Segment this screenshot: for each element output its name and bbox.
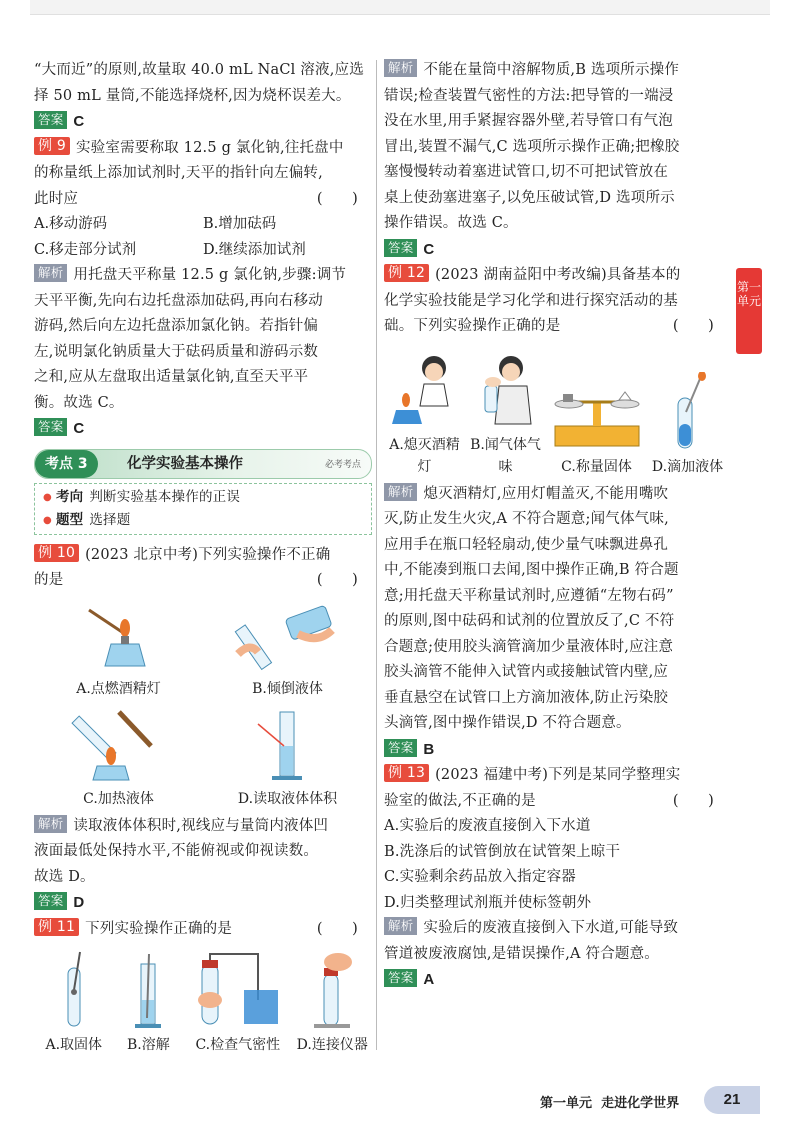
analysis-line: 应用手在瓶口轻轻扇动,使少量气味飘进鼻孔 [384, 536, 669, 553]
answer-row [384, 737, 728, 764]
example-11-figures [34, 950, 372, 1056]
example-12-tag: 例 12 [384, 264, 429, 282]
example-12-figures [384, 350, 728, 478]
figure-pour-liquid [208, 604, 368, 700]
example-10-figures-row1 [34, 604, 372, 700]
girl-blowing-lamp-icon [390, 350, 460, 430]
example-9-stem: 例 9 实验室需要称取 12.5 g 氯化钠,往托盘中 [34, 136, 372, 162]
example-13-stem: 例 13 (2023 福建中考)下列是某同学整理实 [384, 763, 728, 789]
answer-blank: ( ) [316, 572, 358, 588]
kaodian-header [34, 449, 372, 479]
example-9-stem-line: 的称量纸上添加试剂时,天平的指针向左偏转, [34, 165, 323, 181]
figure-caption: A.熄灭酒精灯 [389, 436, 460, 475]
answer-tag: 答案 [384, 739, 417, 757]
analysis-tag: 解析 [34, 264, 67, 282]
analysis-line: 解析 实验后的废液直接倒入下水道,可能导致 [384, 916, 728, 942]
answer-tag: 答案 [34, 111, 67, 129]
example-12-stem-line: 化学实验技能是学习化学和进行探究活动的基 [384, 292, 678, 309]
airtightness-check-icon [188, 950, 288, 1030]
answer-blank: ( ) [316, 920, 358, 937]
example-9-tag: 例 9 [34, 137, 70, 155]
intro-line: “大而近”的原则,故量取 40.0 mL NaCl 溶液,应选 [34, 62, 364, 78]
example-13-stem-line: 验室的做法,不正确的是 ( ) [384, 789, 728, 815]
footer-title: 走进化学世界 [601, 1096, 680, 1111]
left-column [34, 58, 372, 1056]
figure-caption: B.闻气体气味 [470, 436, 541, 475]
option-d: D.归类整理试剂瓶并使标签朝外 [384, 894, 592, 911]
analysis-line: 胶头滴管不能伸入试管内或接触试管内壁,应 [384, 664, 669, 680]
analysis-line: 垂直悬空在试管口上方滴加液体,防止污染胶 [384, 689, 669, 706]
answer-value: D [73, 894, 85, 911]
analysis-line: 塞慢慢转动着塞进试管口,切不可把试管放在 [384, 164, 669, 180]
answer-row [34, 109, 372, 136]
example-10-stem-line: 的是 ( ) [34, 568, 372, 594]
example-9-stem-line: 此时应 ( ) [34, 187, 372, 213]
analysis-line: 左,说明氯化钠质量大于砝码质量和游码示数 [34, 343, 319, 360]
answer-value: A [423, 971, 435, 988]
answer-blank: ( ) [316, 190, 358, 207]
figure-take-solid [34, 950, 114, 1056]
heat-liquid-icon [59, 706, 179, 784]
kaodian-title: 化学实验基本操作 [127, 455, 243, 472]
option-d: D.继续添加试剂 [203, 241, 306, 258]
analysis-line: 游码,然后向左边托盘添加氯化钠。若指针偏 [34, 318, 319, 334]
analysis-line: 桌上使劲塞进塞子,以免压破试管,D 选项所示 [384, 189, 675, 206]
example-10-figures-row2 [34, 706, 372, 810]
figure-light-lamp [39, 604, 199, 700]
kaodian-note: 必考考点 [324, 459, 361, 470]
answer-row [384, 237, 728, 264]
analysis-tag: 解析 [384, 59, 417, 77]
option-b: B.增加砝码 [203, 216, 277, 232]
figure-smell-gas [466, 350, 546, 478]
kaodian-badge: 考点 3 [35, 450, 98, 478]
analysis-line: 故选 D。 [34, 868, 95, 885]
option-b: B.洗涤后的试管倒放在试管架上晾干 [384, 843, 621, 860]
analysis-line: 解析 不能在量筒中溶解物质,B 选项所示操作 [384, 58, 728, 84]
analysis-line: 之和,应从左盘取出适量氯化钠,直至天平平 [34, 369, 309, 385]
analysis-line: 灭,防止发生火灾,A 不符合题意;闻气体气味, [384, 511, 669, 527]
balance-scale-icon [549, 372, 645, 452]
answer-row [34, 890, 372, 917]
column-divider [376, 60, 377, 1050]
alcohol-lamp-lit-icon [59, 604, 179, 674]
answer-value: C [73, 113, 85, 130]
figure-heat-liquid [39, 706, 199, 810]
analysis-line: 解析 熄灭酒精灯,应用灯帽盖灭,不能用嘴吹 [384, 482, 728, 508]
example-10-stem: 例 10 (2023 北京中考)下列实验操作不正确 [34, 543, 372, 569]
analysis-line: 衡。故选 C。 [34, 394, 124, 411]
right-column [384, 58, 728, 994]
figure-caption: D.读取液体体积 [237, 790, 338, 807]
analysis-line: 错误;检查装置气密性的方法:把导管的一端浸 [384, 87, 674, 104]
option-c: C.移走部分试剂 [34, 241, 137, 258]
example-12-stem-line: 础。下列实验操作正确的是 ( ) [384, 314, 728, 340]
footer-unit: 第一单元 [540, 1096, 593, 1111]
analysis-line: 操作错误。故选 C。 [384, 215, 518, 231]
analysis-line: 头滴管,图中操作错误,D 不符合题意。 [384, 715, 631, 731]
example-11-tag: 例 11 [34, 918, 79, 936]
analysis-tag: 解析 [384, 917, 417, 935]
analysis-tag: 解析 [34, 815, 67, 833]
intro-line: 择 50 mL 量筒,不能选择烧杯,因为烧杯误差大。 [34, 87, 351, 104]
figure-read-volume [208, 706, 368, 810]
answer-tag: 答案 [384, 239, 417, 257]
answer-value: B [423, 740, 435, 758]
figure-caption: C.检查气密性 [195, 1037, 281, 1053]
figure-caption: D.滴加液体 [651, 458, 724, 475]
figure-caption: A.取固体 [45, 1037, 103, 1053]
page-footer [540, 1092, 679, 1111]
answer-tag: 答案 [34, 892, 67, 910]
figure-caption: D.连接仪器 [296, 1037, 368, 1053]
example-9-options [34, 212, 372, 263]
analysis-line: 天平平衡,先向右边托盘添加砝码,再向右移动 [34, 292, 323, 309]
answer-row [384, 967, 728, 994]
analysis-line: 中,不能凑到瓶口去闻,图中操作正确,B 符合题 [384, 562, 679, 578]
analysis-line: 合题意;使用胶头滴管滴加少量液体时,应注意 [384, 638, 674, 655]
figure-caption: C.加热液体 [83, 790, 154, 807]
figure-caption: B.倾倒液体 [252, 680, 323, 697]
option-a: A.实验后的废液直接倒入下水道 [384, 818, 591, 834]
analysis-line: 解析 用托盘天平称量 12.5 g 氯化钠,步骤:调节 [34, 263, 372, 289]
figure-connect [292, 950, 372, 1056]
figure-extinguish-lamp [385, 350, 465, 478]
boy-smelling-gas-icon [471, 350, 541, 430]
kaodian-direction: ● 考向 判断实验基本操作的正误 [43, 486, 363, 509]
analysis-tag: 解析 [384, 483, 417, 501]
analysis-line: 冒出,装置不漏气,C 选项所示操作正确;把橡胶 [384, 138, 680, 155]
example-10-tag: 例 10 [34, 544, 79, 562]
figure-dissolve [114, 950, 184, 1056]
dropper-test-tube-icon [658, 372, 718, 452]
answer-tag: 答案 [34, 418, 67, 436]
top-edge-bar [30, 0, 770, 15]
example-12-stem: 例 12 (2023 湖南益阳中考改编)具备基本的 [384, 263, 728, 289]
answer-value: C [423, 240, 435, 258]
answer-blank: ( ) [672, 792, 714, 809]
figure-weigh-solid [547, 372, 647, 478]
analysis-line: 的原则,图中砝码和试剂的位置放反了,C 不符 [384, 613, 675, 629]
answer-row [34, 416, 372, 443]
figure-caption: A.点燃酒精灯 [76, 680, 161, 697]
answer-tag: 答案 [384, 969, 417, 987]
option-a: A.移动游码 [34, 216, 108, 232]
analysis-line: 意;用托盘天平称量试剂时,应遵循“左物右码” [384, 587, 674, 604]
pour-liquid-icon [228, 604, 348, 674]
answer-blank: ( ) [672, 318, 714, 334]
cylinder-stir-icon [123, 950, 173, 1030]
page-number: 21 [704, 1086, 760, 1114]
figure-caption: B.溶解 [126, 1037, 170, 1053]
test-tube-tweezers-icon [44, 950, 104, 1030]
figure-airtightness [183, 950, 292, 1056]
analysis-line: 液面最低处保持水平,不能俯视或仰视读数。 [34, 843, 319, 859]
analysis-line: 解析 读取液体体积时,视线应与量筒内液体凹 [34, 814, 372, 840]
analysis-line: 没在水里,用手紧握容器外壁,若导管口有气泡 [384, 113, 673, 129]
kaodian-box [34, 483, 372, 535]
kaodian-type: ● 题型 选择题 [43, 509, 363, 532]
answer-value: C [73, 420, 85, 437]
unit-side-tab: 第一单元 [736, 268, 762, 354]
example-13-tag: 例 13 [384, 764, 429, 782]
analysis-line: 管道被废液腐蚀,是错误操作,A 符合题意。 [384, 945, 659, 962]
figure-caption: C.称量固体 [561, 458, 632, 475]
insert-stopper-icon [302, 950, 362, 1030]
example-11-stem: 例 11 下列实验操作正确的是 ( ) [34, 917, 372, 943]
figure-drip-liquid [648, 372, 728, 478]
option-c: C.实验剩余药品放入指定容器 [384, 869, 576, 885]
graduated-cylinder-icon [228, 706, 348, 784]
